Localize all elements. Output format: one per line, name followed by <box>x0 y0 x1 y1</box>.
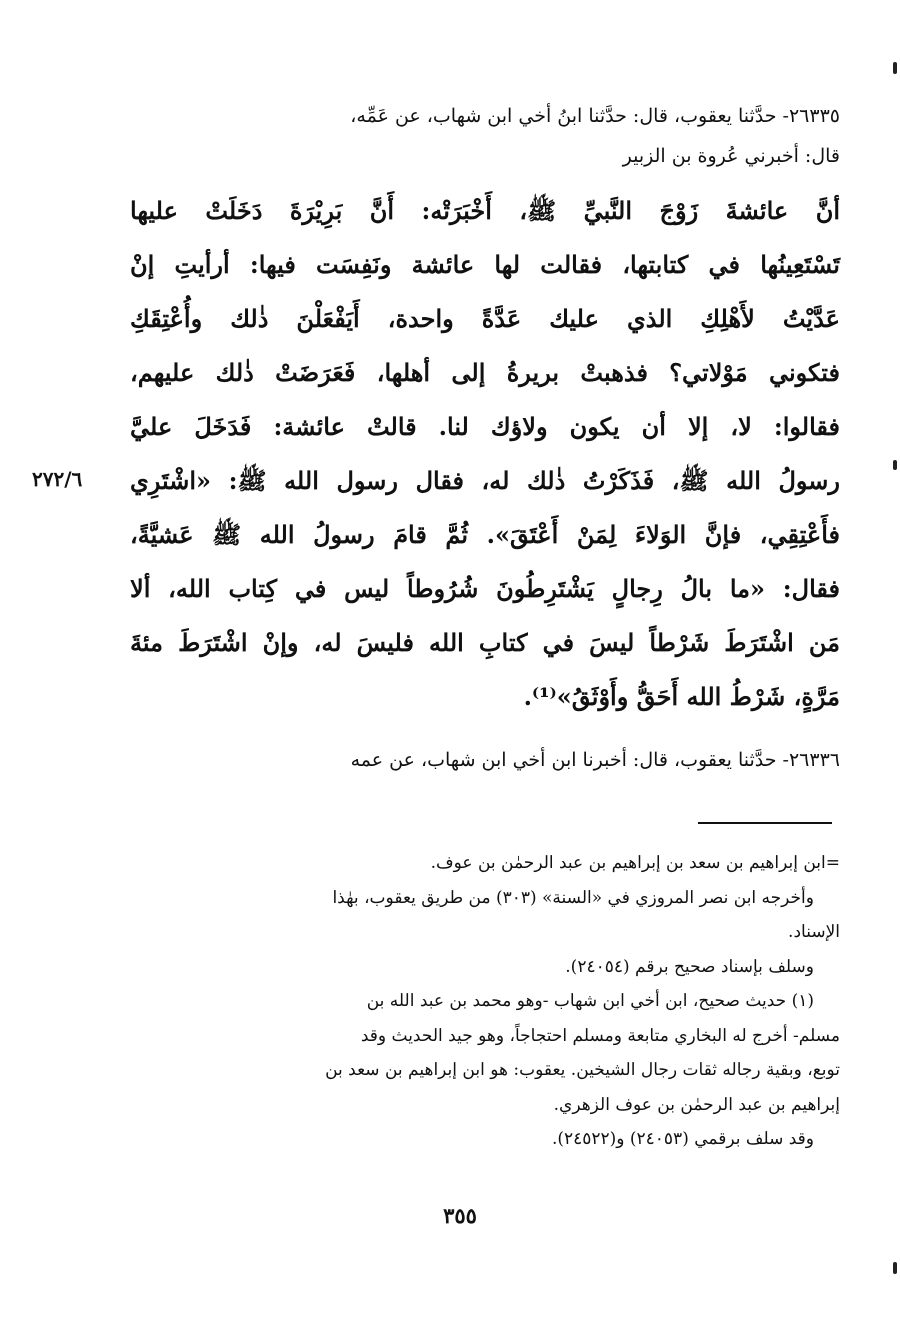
page-number: ٣٥٥ <box>443 1203 477 1228</box>
matn-line: مَن اشْتَرَطَ شَرْطاً ليسَ في كتابِ الله فليسَ له، وإنْ اشْتَرَطَ مئةَ <box>130 628 840 657</box>
matn-line: فقالوا: لا، إلا أن يكون ولاؤك لنا. قالتْ عائشة: فَدَخَلَ عليَّ <box>130 412 840 441</box>
matn-line: تَسْتَعِينُها في كتابتها، فقالت لها عائشة ونَفِسَت فيها: أرأيتِ إنْ <box>130 250 840 279</box>
hadith-26336-isnad: ٢٦٣٣٦- حدَّثنا يعقوب، قال: أخبرنا ابن أخي ابن شهاب، عن عمه <box>350 749 840 771</box>
footnotes <box>130 846 840 1157</box>
isnad-line: ٢٦٣٣٥- حدَّثنا يعقوب، قال: حدَّثنا ابنُ أخي ابن شهاب، عن عَمِّه، <box>350 105 840 127</box>
footnote-line: (١) حديث صحيح، ابن أخي ابن شهاب -وهو محمد بن عبد الله بن <box>366 991 814 1011</box>
scan-edge-mark <box>893 460 897 470</box>
footnote-line: توبع، وبقية رجاله ثقات رجال الشيخين. يعقوب: هو ابن إبراهيم بن سعد بن <box>325 1060 840 1080</box>
matn-line: فقال: «ما بالُ رِجالٍ يَشْتَرِطُونَ شُرُوطاً ليس في كِتاب الله، ألا <box>130 574 840 603</box>
matn-line: فأَعْتِقِي، فإنَّ الوَلاءَ لِمَنْ أَعْتَقَ». ثُمَّ قامَ رسولُ الله ﷺ عَشيَّةً، <box>130 520 840 549</box>
footnote-line: وسلف بإسناد صحيح برقم (٢٤٠٥٤). <box>565 956 814 977</box>
margin-volume-page-reference: ٢٧٢/٦ <box>32 467 83 491</box>
scan-edge-mark <box>893 62 897 74</box>
footnote-line: وقد سلف برقمي (٢٤٠٥٣) و(٢٤٥٢٢). <box>551 1129 814 1149</box>
isnad-line: قال: أخبرني عُروة بن الزبير <box>622 145 840 167</box>
footnote-line: الإسناد. <box>788 922 840 942</box>
hadith-26335-matn <box>130 184 840 724</box>
hadith-26335-isnad <box>130 96 840 176</box>
matn-line: فتكوني مَوْلاتي؟ فذهبتْ بريرةُ إلى أهلها، فَعَرَضَتْ ذٰلك عليهم، <box>130 358 840 387</box>
matn-line: عَدَّيْتُ لأَهْلِكِ الذي عليك عَدَّةً واحدة، أَيَفْعَلْنَ ذٰلك وأُعْتِقَكِ <box>130 304 840 333</box>
footnote-line: إبراهيم بن عبد الرحمٰن بن عوف الزهري. <box>553 1094 840 1115</box>
footnote-line: وأخرجه ابن نصر المروزي في «السنة» (٣٠٣) من طريق يعقوب، بهٰذا <box>332 887 814 908</box>
footnote-line: =ابن إبراهيم بن سعد بن إبراهيم بن عبد الرحمٰن بن عوف. <box>430 853 840 873</box>
matn-line: مَرَّةٍ، شَرْطُ الله أَحَقُّ وأَوْثَقُ»⁽¹⁾. <box>523 682 840 711</box>
footnote-line: مسلم- أخرج له البخاري متابعة ومسلم احتجاجاً، وهو جيد الحديث وقد <box>360 1025 840 1046</box>
matn-line: أنَّ عائشةَ زَوْجَ النَّبيِّ ﷺ، أَخْبَرَتْه: أَنَّ بَرِيْرَةَ دَخَلَتْ عليها <box>130 196 841 225</box>
scan-edge-mark <box>893 1262 897 1274</box>
footnote-separator <box>698 822 832 824</box>
matn-line: رسولُ الله ﷺ، فَذَكَرْتُ ذٰلك له، فقال رسول الله ﷺ: «اشْتَرِي <box>130 466 840 495</box>
